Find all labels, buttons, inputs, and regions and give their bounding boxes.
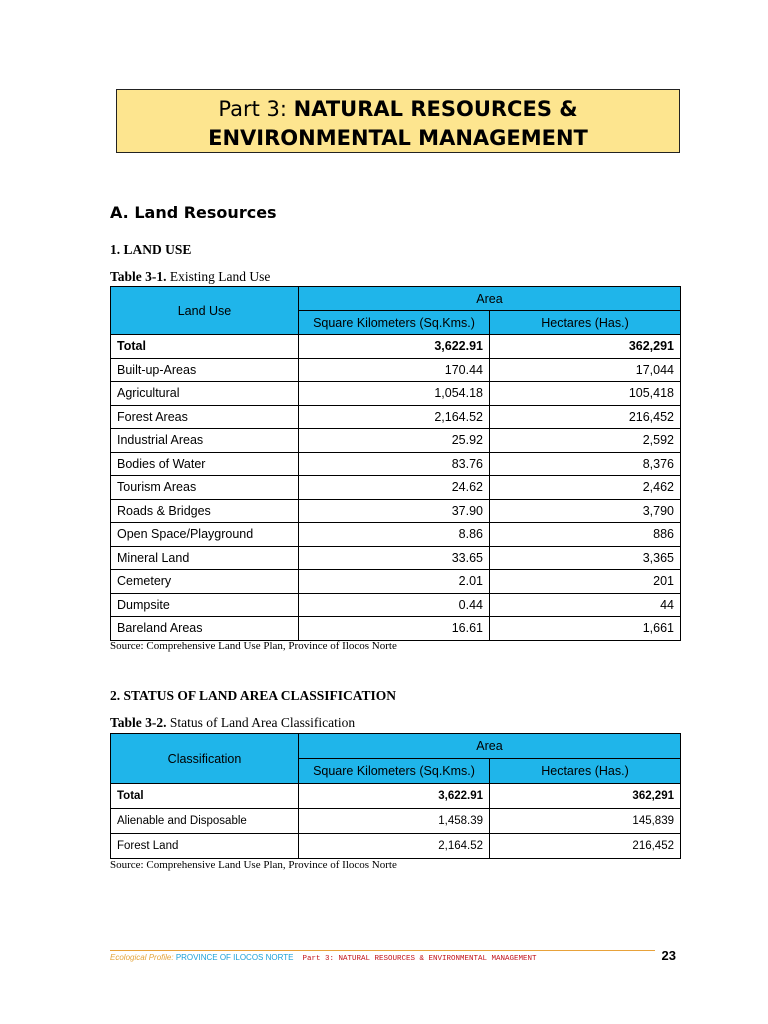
table-3-1-source: Source: Comprehensive Land Use Plan, Province of Ilocos Norte — [110, 640, 397, 652]
table-row — [111, 617, 681, 641]
table-row — [111, 546, 681, 570]
table-3-1-label: Table 3-1. — [110, 269, 167, 284]
table-3-2-label: Table 3-2. — [110, 715, 167, 730]
row-sqkm: 1,458.39 — [299, 809, 490, 834]
table-3-2-caption — [110, 715, 355, 731]
table-3-2-title: Status of Land Area Classification — [166, 715, 356, 730]
table-3-1-caption — [110, 269, 270, 285]
row-label: Bareland Areas — [111, 617, 299, 641]
row-label: Alienable and Disposable — [111, 809, 299, 834]
header-sqkm: Square Kilometers (Sq.Kms.) — [299, 759, 490, 784]
row-label: Total — [111, 784, 299, 809]
row-sqkm: 1,054.18 — [299, 382, 490, 406]
part-title-line1: NATURAL RESOURCES & — [293, 97, 578, 121]
part-title-lead: Part 3: — [218, 97, 294, 121]
row-hectares: 8,376 — [490, 452, 681, 476]
header-hectares: Hectares (Has.) — [490, 759, 681, 784]
part-title-box — [116, 89, 680, 153]
footer-part-title: Part 3: NATURAL RESOURCES & ENVIRONMENTAL MANAGEMENT — [293, 955, 537, 963]
table-row — [111, 358, 681, 382]
row-hectares: 3,365 — [490, 546, 681, 570]
table-row — [111, 405, 681, 429]
row-label: Cemetery — [111, 570, 299, 594]
row-sqkm: 3,622.91 — [299, 784, 490, 809]
header-sqkm: Square Kilometers (Sq.Kms.) — [299, 311, 490, 335]
table-row — [111, 834, 681, 859]
row-sqkm: 33.65 — [299, 546, 490, 570]
row-hectares: 362,291 — [490, 784, 681, 809]
row-hectares: 3,790 — [490, 499, 681, 523]
table-row — [111, 452, 681, 476]
row-label: Roads & Bridges — [111, 499, 299, 523]
row-label: Forest Areas — [111, 405, 299, 429]
table-row — [111, 382, 681, 406]
row-hectares: 216,452 — [490, 834, 681, 859]
header-land-use: Land Use — [111, 287, 299, 335]
table-row — [111, 499, 681, 523]
row-hectares: 362,291 — [490, 335, 681, 359]
section-heading: A. Land Resources — [110, 203, 277, 222]
row-hectares: 145,839 — [490, 809, 681, 834]
row-sqkm: 8.86 — [299, 523, 490, 547]
header-area: Area — [299, 287, 681, 311]
row-sqkm: 2.01 — [299, 570, 490, 594]
row-label: Open Space/Playground — [111, 523, 299, 547]
table-3-2-source: Source: Comprehensive Land Use Plan, Province of Ilocos Norte — [110, 859, 397, 871]
footer-rule — [110, 950, 655, 951]
footer-ecological-profile: Ecological Profile: — [110, 953, 176, 962]
table-row-total — [111, 335, 681, 359]
table-row — [111, 593, 681, 617]
row-hectares: 44 — [490, 593, 681, 617]
classification-table — [110, 733, 681, 859]
footer-province: PROVINCE OF ILOCOS NORTE — [175, 953, 294, 962]
row-hectares: 216,452 — [490, 405, 681, 429]
row-hectares: 17,044 — [490, 358, 681, 382]
row-hectares: 105,418 — [490, 382, 681, 406]
row-label: Dumpsite — [111, 593, 299, 617]
row-sqkm: 16.61 — [299, 617, 490, 641]
row-sqkm: 24.62 — [299, 476, 490, 500]
row-sqkm: 37.90 — [299, 499, 490, 523]
row-sqkm: 2,164.52 — [299, 405, 490, 429]
page-footer — [110, 948, 680, 966]
row-hectares: 1,661 — [490, 617, 681, 641]
table-row — [111, 570, 681, 594]
classification-heading: 2. STATUS OF LAND AREA CLASSIFICATION — [110, 688, 397, 703]
table-3-1-title: Existing Land Use — [166, 269, 271, 284]
row-hectares: 2,462 — [490, 476, 681, 500]
row-hectares: 2,592 — [490, 429, 681, 453]
row-sqkm: 83.76 — [299, 452, 490, 476]
row-label: Mineral Land — [111, 546, 299, 570]
row-label: Tourism Areas — [111, 476, 299, 500]
row-sqkm: 170.44 — [299, 358, 490, 382]
row-sqkm: 3,622.91 — [299, 335, 490, 359]
page-number: 23 — [661, 948, 676, 963]
table-row-total — [111, 784, 681, 809]
row-label: Built-up-Areas — [111, 358, 299, 382]
header-classification: Classification — [111, 734, 299, 784]
row-sqkm: 2,164.52 — [299, 834, 490, 859]
table-row — [111, 809, 681, 834]
table-row — [111, 476, 681, 500]
row-label: Total — [111, 335, 299, 359]
header-hectares: Hectares (Has.) — [490, 311, 681, 335]
land-use-heading: 1. LAND USE — [110, 242, 192, 257]
row-label: Agricultural — [111, 382, 299, 406]
row-hectares: 201 — [490, 570, 681, 594]
table-row — [111, 523, 681, 547]
row-hectares: 886 — [490, 523, 681, 547]
row-label: Forest Land — [111, 834, 299, 859]
table-row — [111, 429, 681, 453]
row-label: Industrial Areas — [111, 429, 299, 453]
row-sqkm: 25.92 — [299, 429, 490, 453]
land-use-table — [110, 286, 681, 641]
part-title-line2: ENVIRONMENTAL MANAGEMENT — [208, 126, 588, 150]
header-area: Area — [299, 734, 681, 759]
row-label: Bodies of Water — [111, 452, 299, 476]
row-sqkm: 0.44 — [299, 593, 490, 617]
